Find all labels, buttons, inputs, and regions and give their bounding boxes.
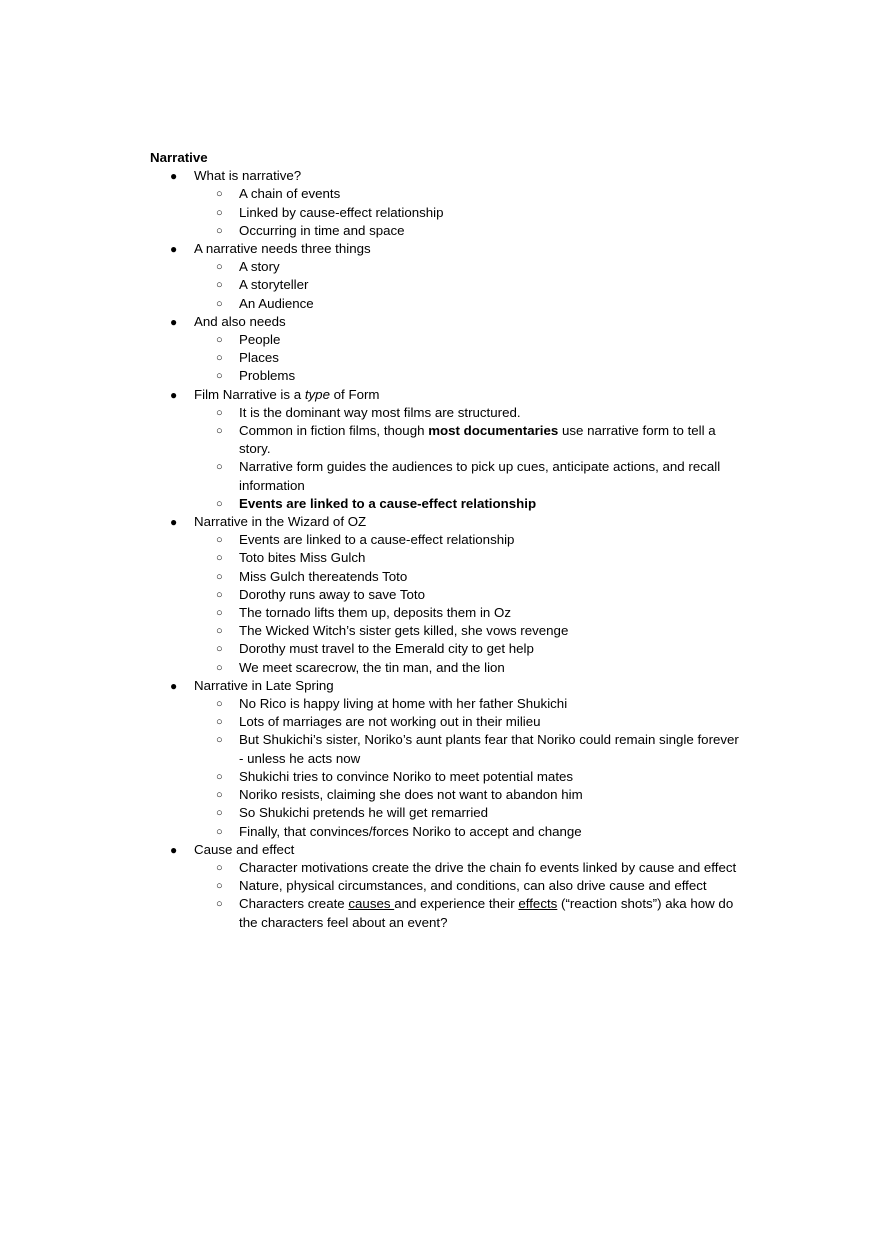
list-item bbox=[194, 258, 739, 276]
sub-list bbox=[194, 185, 750, 240]
section-label: Cause and effect bbox=[194, 841, 295, 857]
item-text: Lots of marriages are not working out in their milieu bbox=[239, 714, 541, 730]
list-item bbox=[194, 367, 739, 385]
list-item bbox=[194, 859, 739, 877]
list-item bbox=[194, 531, 739, 549]
filled-bullet-icon: ● bbox=[170, 169, 178, 184]
hollow-bullet-icon: ○ bbox=[216, 661, 223, 674]
item-text: use narrative form to tell a story. bbox=[239, 423, 716, 457]
filled-bullet-icon: ● bbox=[170, 242, 178, 256]
item-text: An Audience bbox=[239, 295, 314, 311]
section-what-is-narrative bbox=[150, 167, 750, 240]
item-text: Occurring in time and space bbox=[239, 222, 405, 238]
item-text: and experience their bbox=[394, 896, 519, 912]
item-text: Characters create bbox=[239, 896, 349, 912]
list-item bbox=[194, 786, 739, 804]
list-item bbox=[194, 422, 739, 458]
item-underlined-text: causes bbox=[348, 896, 395, 912]
item-text: No Rico is happy living at home with her father Shukichi bbox=[239, 696, 568, 712]
document-page bbox=[150, 149, 750, 932]
sub-list bbox=[194, 695, 750, 841]
hollow-bullet-icon: ○ bbox=[216, 497, 223, 510]
filled-bullet-icon: ● bbox=[170, 678, 178, 693]
list-item bbox=[194, 222, 739, 240]
item-text: It is the dominant way most films are structured. bbox=[239, 404, 521, 420]
item-text: Common in fiction films, though bbox=[239, 423, 429, 439]
item-text: But Shukichi’s sister, Noriko’s aunt plants fear that Noriko could remain single forever - unless he acts now bbox=[239, 732, 739, 766]
item-text: (“reaction shots”) aka how do the characters feel about an event? bbox=[239, 896, 734, 930]
hollow-bullet-icon: ○ bbox=[216, 334, 223, 347]
list-item bbox=[194, 349, 739, 367]
section-also-needs bbox=[150, 313, 750, 386]
item-text: Problems bbox=[239, 368, 296, 384]
list-item bbox=[194, 695, 739, 713]
item-text: Linked by cause-effect relationship bbox=[239, 204, 444, 220]
hollow-bullet-icon: ○ bbox=[216, 588, 223, 601]
list-item bbox=[194, 458, 739, 494]
item-text: A story bbox=[239, 259, 280, 275]
list-item bbox=[194, 768, 739, 786]
filled-bullet-icon: ● bbox=[170, 314, 178, 329]
section-film-narrative-form bbox=[150, 386, 750, 513]
hollow-bullet-icon: ○ bbox=[216, 370, 223, 383]
section-label: And also needs bbox=[194, 313, 286, 329]
list-item bbox=[194, 659, 739, 677]
item-text: Finally, that convinces/forces Noriko to accept and change bbox=[239, 823, 582, 839]
section-label: What is narrative? bbox=[194, 168, 302, 184]
hollow-bullet-icon: ○ bbox=[216, 352, 223, 365]
list-item bbox=[194, 713, 739, 731]
section-late-spring bbox=[150, 677, 750, 841]
list-item bbox=[194, 731, 739, 767]
hollow-bullet-icon: ○ bbox=[216, 789, 223, 802]
hollow-bullet-icon: ○ bbox=[216, 425, 223, 438]
item-text: Noriko resists, claiming she does not want to abandon him bbox=[239, 787, 583, 803]
item-text: Dorothy must travel to the Emerald city to get help bbox=[239, 641, 534, 657]
section-wizard-of-oz bbox=[150, 513, 750, 677]
item-text: Character motivations create the drive the chain fo events linked by cause and effect bbox=[239, 859, 737, 875]
list-item bbox=[194, 604, 739, 622]
hollow-bullet-icon: ○ bbox=[216, 224, 223, 237]
item-text: We meet scarecrow, the tin man, and the lion bbox=[239, 659, 505, 675]
hollow-bullet-icon: ○ bbox=[216, 825, 223, 838]
item-text: Miss Gulch thereatends Toto bbox=[239, 568, 408, 584]
list-item bbox=[194, 622, 739, 640]
hollow-bullet-icon: ○ bbox=[216, 552, 223, 565]
filled-bullet-icon: ● bbox=[170, 515, 178, 530]
hollow-bullet-icon: ○ bbox=[216, 406, 223, 419]
section-label: Narrative in the Wizard of OZ bbox=[194, 514, 367, 530]
hollow-bullet-icon: ○ bbox=[216, 770, 223, 783]
list-item bbox=[194, 185, 739, 203]
item-text: A storyteller bbox=[239, 277, 309, 293]
item-bold-text: most documentaries bbox=[428, 423, 559, 439]
item-text: The Wicked Witch’s sister gets killed, she vows revenge bbox=[239, 623, 569, 639]
list-item bbox=[194, 295, 739, 313]
item-text: Shukichi tries to convince Noriko to meet potential mates bbox=[239, 768, 574, 784]
hollow-bullet-icon: ○ bbox=[216, 188, 223, 201]
list-item bbox=[194, 276, 739, 294]
item-text: So Shukichi pretends he will get remarried bbox=[239, 805, 489, 821]
hollow-bullet-icon: ○ bbox=[216, 880, 223, 893]
hollow-bullet-icon: ○ bbox=[216, 279, 223, 292]
item-text: Places bbox=[239, 350, 279, 366]
hollow-bullet-icon: ○ bbox=[216, 861, 223, 874]
hollow-bullet-icon: ○ bbox=[216, 734, 223, 747]
sub-list bbox=[194, 331, 750, 386]
sub-list bbox=[194, 859, 750, 932]
section-label bbox=[194, 387, 379, 402]
label-text: Film Narrative is a bbox=[194, 386, 305, 402]
sub-list bbox=[194, 258, 750, 313]
hollow-bullet-icon: ○ bbox=[216, 898, 223, 911]
item-underlined-text: effects bbox=[518, 896, 558, 912]
hollow-bullet-icon: ○ bbox=[216, 698, 223, 711]
list-item bbox=[194, 586, 739, 604]
item-text: A chain of events bbox=[239, 186, 341, 202]
sub-list bbox=[194, 404, 750, 513]
outline-list bbox=[150, 167, 750, 932]
hollow-bullet-icon: ○ bbox=[216, 625, 223, 638]
section-label: Narrative in Late Spring bbox=[194, 677, 334, 693]
section-cause-and-effect bbox=[150, 841, 750, 932]
page-title: Narrative bbox=[150, 150, 208, 165]
item-text: People bbox=[239, 332, 281, 348]
list-item bbox=[194, 549, 739, 567]
list-item bbox=[194, 640, 739, 658]
sub-list bbox=[194, 531, 750, 677]
item-bold-text: Events are linked to a cause-effect relationship bbox=[239, 495, 537, 511]
list-item bbox=[194, 804, 739, 822]
hollow-bullet-icon: ○ bbox=[216, 716, 223, 729]
filled-bullet-icon: ● bbox=[170, 842, 178, 857]
label-text: of Form bbox=[329, 386, 380, 402]
list-item bbox=[194, 404, 739, 422]
list-item bbox=[194, 204, 739, 222]
filled-bullet-icon: ● bbox=[170, 387, 178, 402]
list-item bbox=[194, 823, 739, 841]
item-text: Toto bites Miss Gulch bbox=[239, 550, 366, 566]
item-text: Nature, physical circumstances, and conditions, can also drive cause and effect bbox=[239, 878, 707, 894]
hollow-bullet-icon: ○ bbox=[216, 461, 223, 474]
item-text: Dorothy runs away to save Toto bbox=[239, 586, 426, 602]
section-label: A narrative needs three things bbox=[194, 241, 371, 256]
item-text: Narrative form guides the audiences to pick up cues, anticipate actions, and recall information bbox=[239, 459, 721, 493]
hollow-bullet-icon: ○ bbox=[216, 206, 223, 219]
list-item bbox=[194, 568, 739, 586]
hollow-bullet-icon: ○ bbox=[216, 807, 223, 820]
hollow-bullet-icon: ○ bbox=[216, 297, 223, 310]
list-item bbox=[194, 895, 739, 931]
hollow-bullet-icon: ○ bbox=[216, 534, 223, 547]
hollow-bullet-icon: ○ bbox=[216, 570, 223, 583]
list-item bbox=[194, 495, 739, 513]
list-item bbox=[194, 877, 739, 895]
item-text: The tornado lifts them up, deposits them in Oz bbox=[239, 605, 511, 621]
section-narrative-needs bbox=[150, 240, 750, 313]
hollow-bullet-icon: ○ bbox=[216, 643, 223, 656]
hollow-bullet-icon: ○ bbox=[216, 607, 223, 620]
label-emphasis: type bbox=[304, 386, 330, 402]
list-item bbox=[194, 331, 739, 349]
hollow-bullet-icon: ○ bbox=[216, 261, 223, 274]
item-text: Events are linked to a cause-effect relationship bbox=[239, 532, 515, 548]
